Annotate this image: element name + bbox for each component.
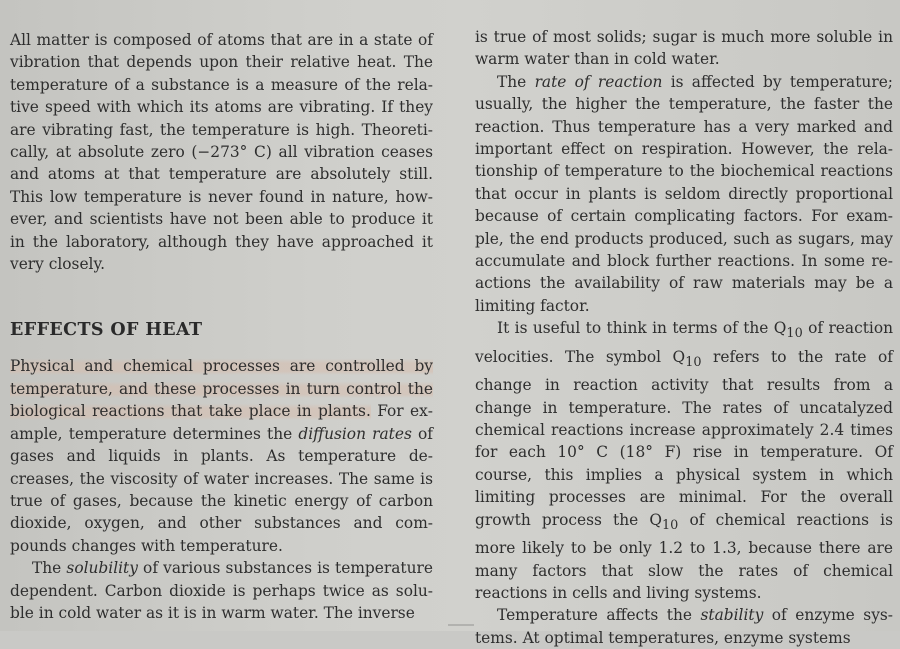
effects-paragraph (10, 355, 433, 557)
rate-of-reaction-paragraph (475, 71, 893, 317)
subscript: 10 (662, 517, 679, 533)
emphasis-rate-of-reaction: rate of reaction (534, 72, 663, 91)
text-run: is affected by temperature; usually, the higher the temperature, the faster the reaction. Thus temperature has a very marked and important effect on respiration. However, the relationship of temperature to the biochemical reactions that occur in plants is seldom directly proportional because of certain complicating factors. For example, the end products produced, such as sugars, may accumulate and block further reactions. In some reactions the availability of raw materials may be a limiting factor. (475, 72, 893, 315)
text-run: The (32, 559, 67, 578)
text-run: of enzyme systems. At optimal temperatures, enzyme systems (475, 606, 893, 647)
text-run: of various substances is temperature dependent. Carbon dioxide is perhaps twice as soluble in cold water as it is in warm water. The inverse (10, 559, 433, 622)
text-run: of chemical reactions is more likely to be only 1.2 to 1.3, because there are many factors that slow the rates of chemical reactions in cells and living systems. (475, 510, 893, 602)
text-run: It is useful to think in terms of the Q (497, 319, 787, 338)
text-run: Temperature affects the (497, 606, 701, 625)
text-run: The (497, 72, 535, 91)
highlighted-text: Physical and chemical processes are controlled by temperature, and these processes in turn control the biological reactions that take place in plants. (10, 357, 433, 421)
intro-paragraph: All matter is composed of atoms that are in a state of vibration that depends upon their relative heat. The temperature of a substance is a measure of the relative speed with which its atoms are vibrating. If they are vibrating fast, the temperature is high. Theoretically, at absolute zero (−273° C) all vibration ceases and atoms at that temperature are absolutely still. This low temperature is never found in nature, however, and scientists have not been able to produce it in the laboratory, although they have approached it very closely. (10, 31, 433, 274)
q10-paragraph (475, 317, 893, 604)
subscript: 10 (786, 326, 803, 342)
page-number-fragment (448, 624, 474, 634)
left-column (10, 29, 433, 624)
emphasis-solubility: solubility (66, 559, 138, 578)
stability-paragraph (475, 604, 893, 649)
right-column (475, 26, 893, 649)
text-run: of reaction velocities. The symbol Q (475, 319, 893, 366)
continuation-paragraph: is true of most solids; sugar is much more soluble in warm water than in cold water. (475, 28, 893, 69)
text-run: of gases and liquids in plants. As temperature decreases, the viscosity of water increases. The same is true of gases, because the kinetic energy of carbon dioxide, oxygen, and other substances and compounds changes with temperature. (10, 424, 433, 555)
emphasis-stability: stability (700, 606, 764, 625)
solubility-paragraph (10, 557, 433, 624)
text-run: For example, temperature determines the (10, 402, 433, 443)
text-run: refers to the rate of change in reaction activity that results from a change in temperature. The rates of uncatalyzed chemical reactions increase approximately 2.4 times for each 10° C (18° F) rise in temperature. Of course, this implies a physical system in which limiting processes are minimal. For the overall growth process the Q (475, 347, 893, 529)
subscript: 10 (685, 354, 702, 370)
emphasis-diffusion-rates: diffusion rates (298, 424, 412, 443)
section-heading: EFFECTS OF HEAT (10, 320, 203, 341)
